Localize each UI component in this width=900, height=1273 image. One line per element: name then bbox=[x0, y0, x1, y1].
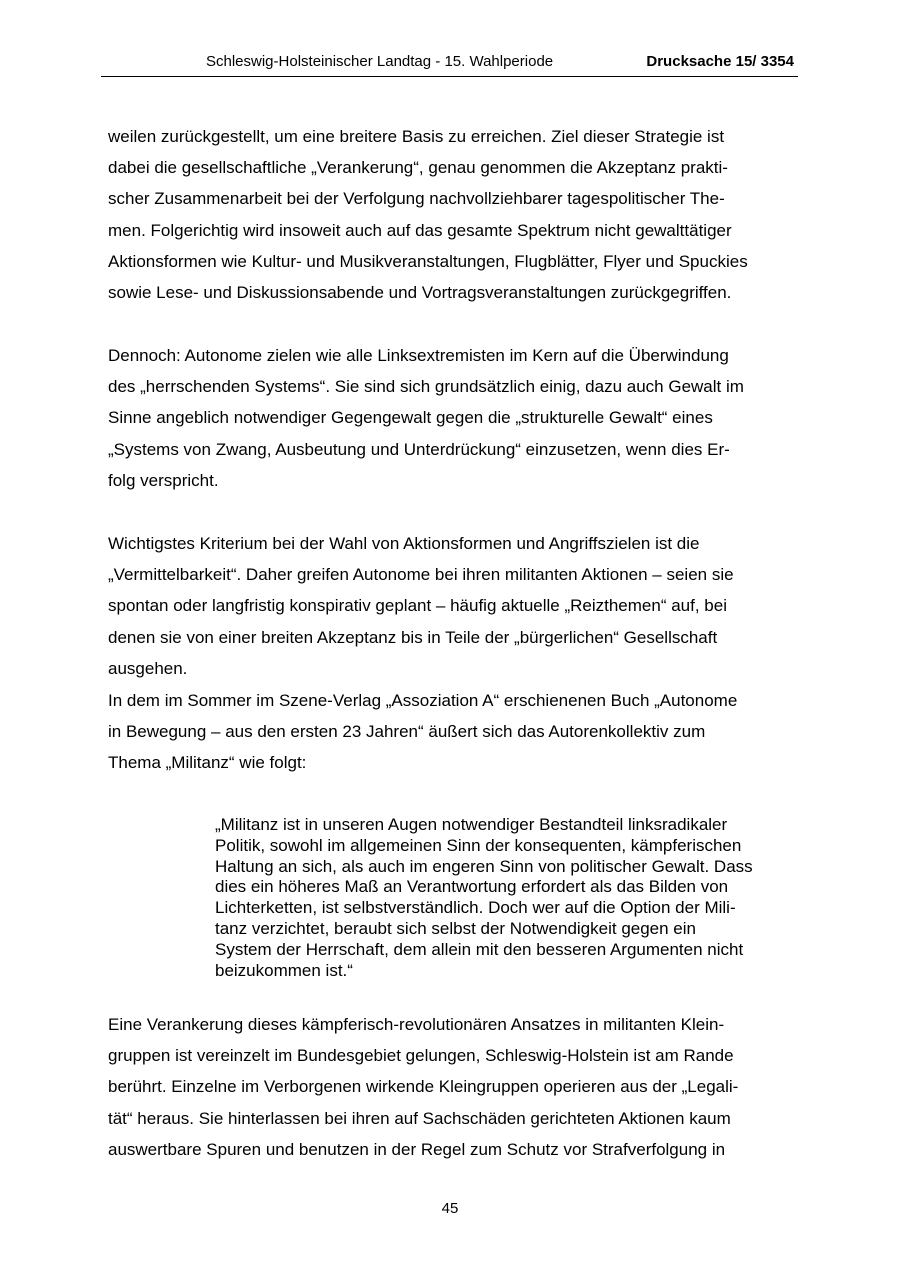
text-line: denen sie von einer breiten Akzeptanz bis in Teile der „bürgerlichen“ Gesellschaft bbox=[108, 627, 718, 647]
paragraph-buch bbox=[108, 685, 798, 779]
text-line: auswertbare Spuren und benutzen in der Regel zum Schutz vor Strafverfolgung in bbox=[108, 1139, 726, 1159]
text-line: Sinne angeblich notwendiger Gegengewalt gegen die „strukturelle Gewalt“ eines bbox=[108, 408, 713, 428]
text-line: Eine Verankerung dieses kämpferisch-revolutionären Ansatzes in militanten Klein- bbox=[108, 1015, 725, 1034]
text-line: „Vermittelbarkeit“. Daher greifen Autonome bei ihren militanten Aktionen – seien sie bbox=[108, 565, 734, 585]
quote-line: Politik, sowohl im allgemeinen Sinn der konsequenten, kämpferischen bbox=[215, 835, 742, 855]
text-line: men. Folgerichtig wird insoweit auch auf das gesamte Spektrum nicht gewalttätiger bbox=[108, 220, 732, 240]
header-title: Schleswig-Holsteinischer Landtag - 15. Wahlperiode bbox=[206, 53, 554, 70]
block-quote bbox=[215, 815, 798, 981]
quote-line: tanz verzichtet, beraubt sich selbst der Notwendigkeit gegen ein bbox=[215, 918, 696, 938]
quote-line: System der Herrschaft, dem allein mit den besseren Argumenten nicht bbox=[215, 939, 744, 959]
text-line: gruppen ist vereinzelt im Bundesgebiet gelungen, Schleswig-Holstein ist am Rande bbox=[108, 1046, 734, 1066]
page-number: 45 bbox=[441, 1200, 459, 1217]
page-header bbox=[101, 52, 798, 77]
text-line: scher Zusammenarbeit bei der Verfolgung nachvollziehbarer tagespolitischer The- bbox=[108, 189, 725, 209]
text-line: Dennoch: Autonome zielen wie alle Linksextremisten im Kern auf die Überwindung bbox=[108, 346, 729, 365]
text-line: Wichtigstes Kriterium bei der Wahl von Aktionsformen und Angriffszielen ist die bbox=[108, 534, 700, 553]
text-line: Aktionsformen wie Kultur- und Musikveranstaltungen, Flugblätter, Flyer und Spuckies bbox=[108, 251, 748, 271]
text-line: sowie Lese- und Diskussionsabende und Vortragsveranstaltungen zurückgegriffen. bbox=[108, 283, 732, 303]
text-line: weilen zurückgestellt, um eine breitere Basis zu erreichen. Ziel dieser Strategie ist bbox=[108, 127, 725, 146]
text-line: folg verspricht. bbox=[108, 470, 219, 490]
text-line: des „herrschenden Systems“. Sie sind sich grundsätzlich einig, dazu auch Gewalt im bbox=[108, 377, 744, 397]
paragraph-verankerung bbox=[108, 1009, 798, 1165]
quote-line: „Militanz ist in unseren Augen notwendiger Bestandteil linksradikaler bbox=[215, 815, 728, 834]
paragraph-kriterium bbox=[108, 528, 798, 684]
text-line: dabei die gesellschaftliche „Verankerung“, genau genommen die Akzeptanz prakti- bbox=[108, 158, 728, 178]
quote-line: beizukommen ist.“ bbox=[215, 960, 353, 980]
text-line: Thema „Militanz“ wie folgt: bbox=[108, 753, 307, 773]
paragraph-dennoch bbox=[108, 340, 798, 496]
quote-line: dies ein höheres Maß an Verantwortung erfordert als das Bilden von bbox=[215, 877, 729, 897]
quote-line: Haltung an sich, als auch im engeren Sinn von politischer Gewalt. Dass bbox=[215, 856, 753, 876]
text-line: „Systems von Zwang, Ausbeutung und Unterdrückung“ einzusetzen, wenn dies Er- bbox=[108, 439, 730, 459]
document-number: Drucksache 15/ 3354 bbox=[646, 53, 794, 70]
text-line: in Bewegung – aus den ersten 23 Jahren“ äußert sich das Autorenkollektiv zum bbox=[108, 722, 706, 742]
text-line: In dem im Sommer im Szene-Verlag „Assoziation A“ erschienenen Buch „Autonome bbox=[108, 691, 738, 710]
text-line: ausgehen. bbox=[108, 658, 188, 678]
text-line: spontan oder langfristig konspirativ geplant – häufig aktuelle „Reizthemen“ auf, bei bbox=[108, 596, 727, 616]
text-line: tät“ heraus. Sie hinterlassen bei ihren auf Sachschäden gerichteten Aktionen kaum bbox=[108, 1108, 731, 1128]
quote-line: Lichterketten, ist selbstverständlich. Doch wer auf die Option der Mili- bbox=[215, 898, 736, 918]
text-line: berührt. Einzelne im Verborgenen wirkende Kleingruppen operieren aus der „Legali- bbox=[108, 1077, 739, 1097]
paragraph-strategy bbox=[108, 121, 798, 308]
